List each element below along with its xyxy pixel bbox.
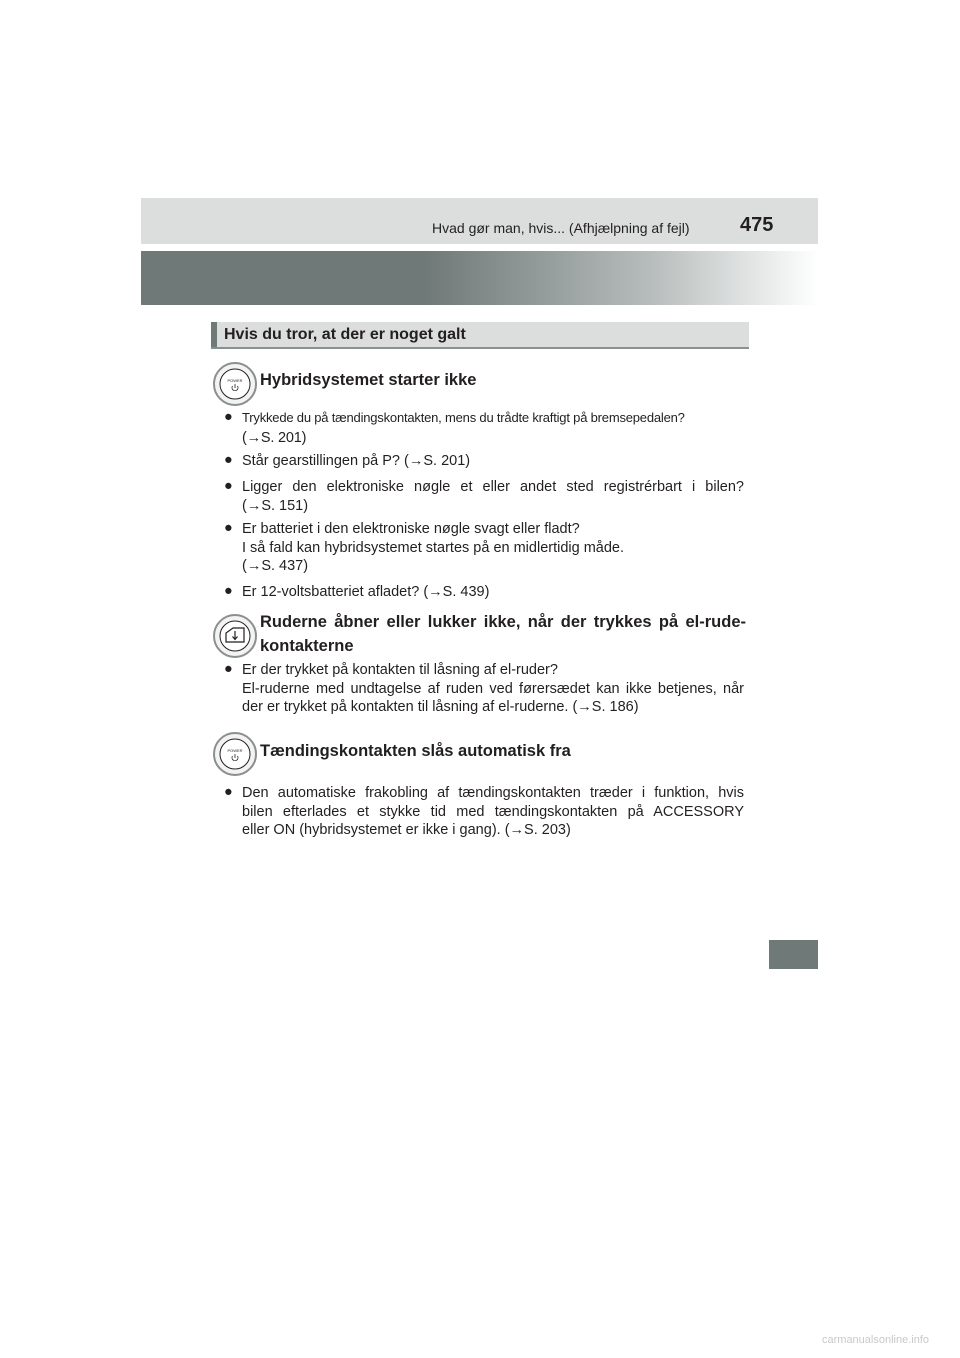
item-line: (→S. 437) bbox=[242, 558, 309, 574]
bullet: ● bbox=[224, 661, 233, 677]
heading-line: kontakterne bbox=[260, 637, 354, 655]
item-line: Står gearstillingen på P? (→S. 201) bbox=[242, 453, 471, 469]
window-switch-icon bbox=[213, 614, 257, 658]
bullet: ● bbox=[224, 478, 233, 494]
heading-power-windows bbox=[260, 610, 746, 658]
bullet: ● bbox=[224, 409, 233, 425]
item-line: eller ON (hybridsystemet er ikke i gang). (→S. 203) bbox=[242, 822, 571, 838]
item-line: Den automatiske frakobling af tændingskontakten træder i funktion, hvis bbox=[242, 785, 744, 801]
bullet: ● bbox=[224, 520, 233, 536]
heading-hybrid-no-start: Hybridsystemet starter ikke bbox=[260, 371, 477, 389]
item-line: Trykkede du på tændingskontakten, mens du trådte kraftigt på bremsepedalen? bbox=[242, 410, 685, 425]
list-item bbox=[242, 583, 744, 602]
item-line: Er 12-voltsbatteriet afladet? (→S. 439) bbox=[242, 584, 490, 600]
chapter-banner bbox=[141, 251, 818, 305]
header-title: Hvad gør man, hvis... (Afhjælpning af fejl) bbox=[432, 220, 690, 236]
chapter-tab bbox=[769, 940, 818, 969]
power-button-icon bbox=[213, 362, 257, 406]
list-item bbox=[242, 452, 744, 471]
list-item bbox=[242, 409, 744, 447]
bullet: ● bbox=[224, 452, 233, 468]
item-line: der er trykket på kontakten til låsning af el-ruderne. (→S. 186) bbox=[242, 699, 639, 715]
list-item bbox=[242, 520, 744, 576]
heading-line: Ruderne åbner eller lukker ikke, når der trykkes på el-rude- bbox=[260, 613, 746, 631]
list-item bbox=[242, 478, 744, 515]
power-button-icon bbox=[213, 732, 257, 776]
item-line: Er der trykket på kontakten til låsning af el-ruder? bbox=[242, 662, 558, 678]
bullet: ● bbox=[224, 784, 233, 800]
item-line: (→S. 151) bbox=[242, 497, 309, 514]
watermark: carmanualsonline.info bbox=[822, 1334, 930, 1346]
power-label: POWER bbox=[227, 748, 243, 753]
section-bar-accent bbox=[211, 322, 217, 347]
item-line: Ligger den elektroniske nøgle et eller andet sted registrérbart i bilen? bbox=[242, 479, 744, 495]
heading-ignition-off: Tændingskontakten slås automatisk fra bbox=[260, 742, 571, 760]
list-item bbox=[242, 661, 744, 717]
list-item bbox=[242, 784, 744, 840]
item-line: El-ruderne med undtagelse af ruden ved førersædet kan ikke betjenes, når bbox=[242, 680, 744, 697]
page-number: 475 bbox=[740, 214, 774, 236]
item-line: bilen efterlades et stykke tid med tændingskontakten på ACCESSORY bbox=[242, 803, 744, 820]
item-line: I så fald kan hybridsystemet startes på en midlertidig måde. bbox=[242, 539, 625, 556]
bullet: ● bbox=[224, 583, 233, 599]
power-label: POWER bbox=[227, 378, 243, 383]
item-line: (→S. 201) bbox=[242, 429, 307, 446]
section-title: Hvis du tror, at der er noget galt bbox=[224, 326, 466, 343]
item-line: Er batteriet i den elektroniske nøgle svagt eller fladt? bbox=[242, 521, 580, 537]
